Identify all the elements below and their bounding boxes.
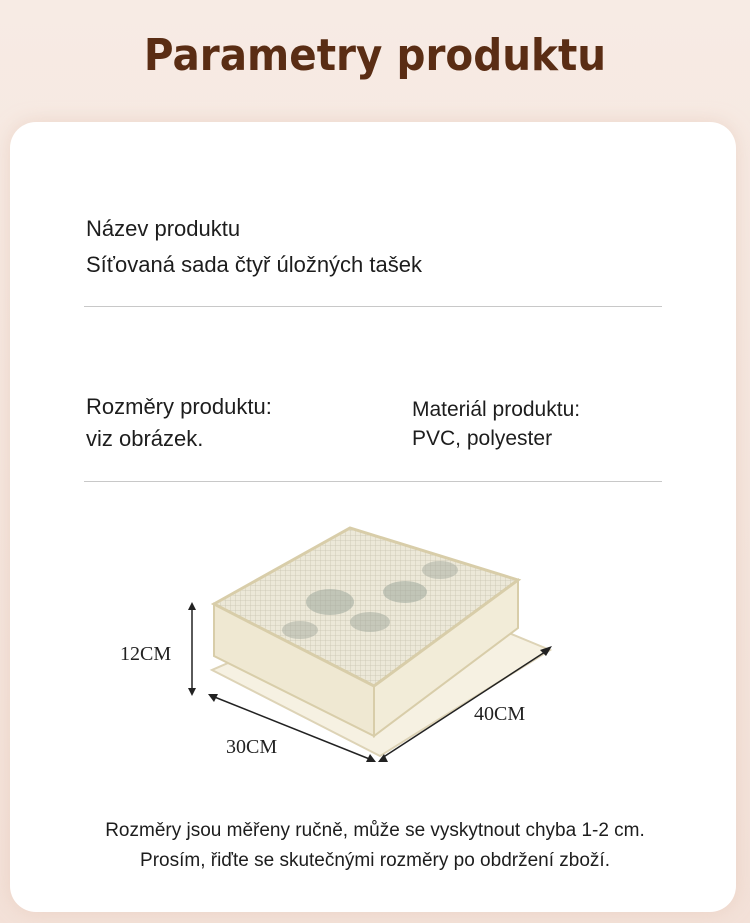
page-title: Parametry produktu [143,30,607,81]
pattern-blob [282,621,318,639]
product-material-value: PVC, polyester [412,427,553,450]
product-illustration [100,510,600,780]
divider-bottom [84,481,662,482]
height-label: 12CM [120,643,172,665]
product-material-label: Materiál produktu: [412,398,581,421]
divider-top [84,306,662,307]
pattern-blob [306,589,354,615]
depth-label: 40CM [474,703,526,725]
product-name-label: Název produktu [86,216,241,241]
pattern-blob [383,581,427,603]
pattern-blob [422,561,458,579]
pattern-blob [350,612,390,632]
product-size-label: Rozměry produktu: [86,394,272,419]
product-name-value: Síťovaná sada čtyř úložných tašek [86,252,422,277]
measurement-note-line2: Prosím, řiďte se skutečnými rozměry po obdržení zboží. [140,850,610,871]
product-size-value: viz obrázek. [86,426,204,451]
width-label: 30CM [226,736,278,758]
measurement-note-line1: Rozměry jsou měřeny ručně, může se vyskytnout chyba 1-2 cm. [105,820,645,841]
